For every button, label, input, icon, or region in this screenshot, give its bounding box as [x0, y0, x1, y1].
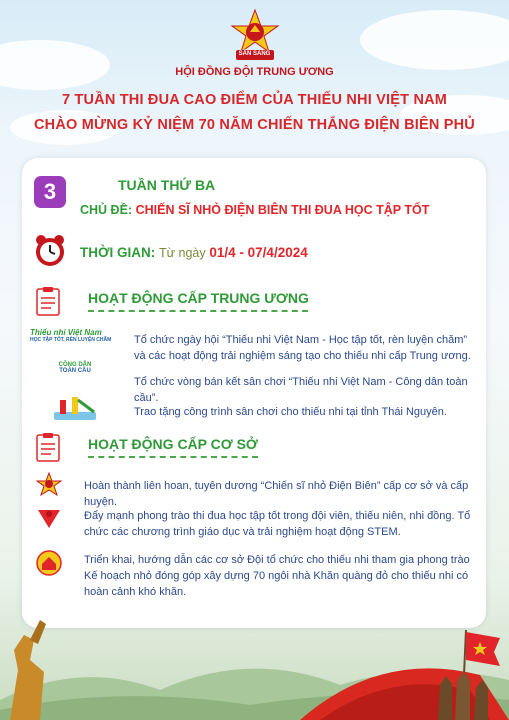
emblem-text: SẴN SÀNG [238, 51, 271, 57]
clipboard-icon [36, 286, 60, 316]
central-logo-2 [55, 362, 95, 374]
local-item-2: Đẩy mạnh phong trào thi đua học tập tốt trong đội viên, thiếu niên, nhi đồng. Tổ chức các chương trình giáo dục và trải nghiệm hoạt động STEM. [84, 510, 471, 538]
central-logo-1 [30, 328, 126, 343]
time-dates: 01/4 - 07/4/2024 [209, 245, 308, 260]
central-heading: HOẠT ĐỘNG CẤP TRUNG ƯƠNG [88, 290, 309, 306]
logo1-line2: HỌC TẬP TỐT, RÈN LUYỆN CHĂM [30, 337, 112, 343]
time-from: Từ ngày [159, 246, 206, 260]
time-label: THỜI GIAN: [80, 245, 156, 260]
theme-value: CHIẾN SĨ NHỎ ĐIỆN BIÊN THI ĐUA HỌC TẬP TỐT [135, 203, 430, 217]
organization-name: HỘI ĐỒNG ĐỘI TRUNG ƯƠNG [175, 66, 334, 78]
header [0, 8, 509, 133]
house-badge-icon [36, 550, 62, 576]
main-title-line2: CHÀO MỪNG KỶ NIỆM 70 NĂM CHIẾN THẮNG ĐIỆN BIÊN PHỦ [34, 117, 475, 133]
pioneer-emblem-icon [224, 8, 286, 64]
central-divider [88, 310, 308, 312]
main-title-line1: 7 TUẦN THI ĐUA CAO ĐIỂM CỦA THIẾU NHI VIỆT NAM [61, 92, 448, 108]
logo2-line2: TOÀN CẦU [59, 368, 91, 374]
central-item-1: Tổ chức ngày hội “Thiếu nhi Việt Nam - Học tập tốt, rèn luyện chăm” và các hoạt động trải nghiệm sáng tạo cho thiếu nhi cấp Trung ương. [134, 334, 471, 362]
local-heading: HOẠT ĐỘNG CẤP CƠ SỞ [88, 436, 258, 452]
time-line [80, 245, 308, 260]
local-item-3: Triển khai, hướng dẫn các cơ sở Đội tổ chức cho thiếu nhi tham gia phong trào Kế hoạch nhỏ đóng góp xây dựng 70 ngôi nhà Khăn quàng đỏ cho thiếu nhi có hoàn cảnh khó khăn. [84, 554, 470, 598]
pioneer-badge-icon [36, 472, 62, 498]
clipboard-icon [36, 432, 60, 462]
local-divider [88, 456, 258, 458]
logo2-line1: CÔNG DÂN [58, 362, 92, 368]
red-scarf-icon [36, 508, 62, 530]
central-item-3: Trao tặng công trình sân chơi cho thiếu nhi tại tỉnh Thái Nguyên. [134, 406, 447, 418]
theme-label: CHỦ ĐỀ: [80, 203, 133, 217]
theme-line [80, 203, 429, 217]
playground-icon [52, 394, 98, 422]
logo1-line1: Thiếu nhi Việt Nam [30, 328, 102, 337]
central-item-2: Tổ chức vòng bán kết sân chơi “Thiếu nhi Việt Nam - Công dân toàn cầu”. [134, 376, 468, 404]
week-label: TUẦN THỨ BA [118, 177, 216, 193]
week-number-badge: 3 [34, 176, 66, 208]
alarm-clock-icon [32, 232, 68, 268]
local-item-1: Hoàn thành liên hoan, tuyên dương “Chiến sĩ nhỏ Điện Biên” cấp cơ sở và cấp huyện. [84, 480, 469, 508]
victory-illustration [0, 580, 509, 720]
